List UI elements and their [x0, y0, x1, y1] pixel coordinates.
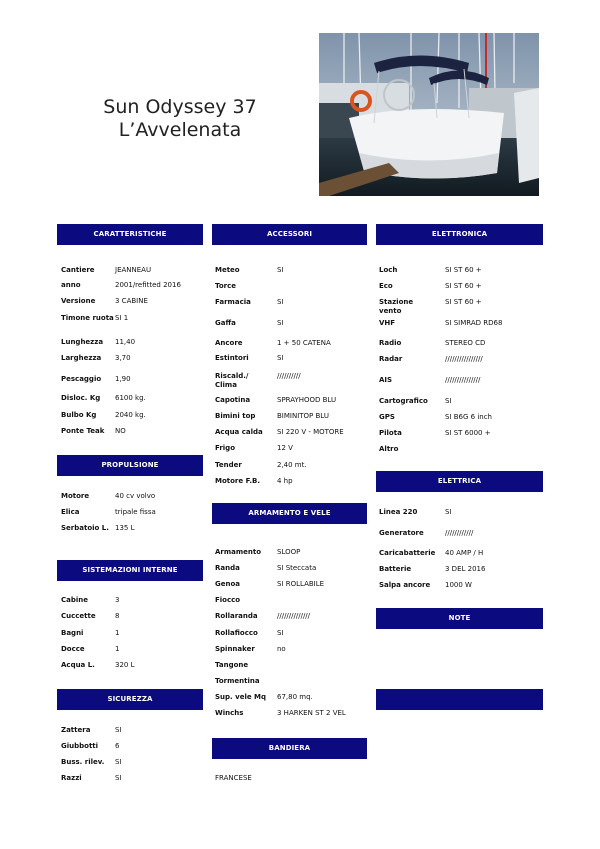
boat-model: Sun Odyssey 37 [103, 96, 257, 118]
accessori-value: BIMINITOP BLU [277, 412, 329, 420]
accessori-label: Acqua calda [215, 428, 263, 436]
propulsione-value: 40 cv volvo [115, 492, 156, 500]
caratteristiche-label: Larghezza [61, 354, 102, 362]
sicurezza-value: SI [115, 758, 122, 766]
elettronica-value: SI [445, 397, 452, 405]
elettronica-label: Cartografico [379, 397, 428, 405]
propulsione-label: Motore [61, 492, 90, 500]
boat-name: L’Avvelenata [118, 119, 242, 141]
accessori-value: 1 + 50 CATENA [277, 339, 331, 347]
accessori-value: 2,40 mt. [277, 461, 307, 469]
elettrica-value: //////////// [445, 529, 474, 537]
sistemazioni-value: 3 [115, 596, 120, 604]
caratteristiche-label: anno [61, 281, 81, 289]
accessori-value: 12 V [277, 444, 293, 452]
elettronica-value: SI SIMRAD RD68 [445, 319, 503, 327]
armamento-value: SLOOP [277, 548, 301, 556]
armamento-label: Rollafiocco [215, 629, 258, 637]
sicurezza-label: Giubbotti [61, 742, 99, 750]
armamento-value: ////////////// [277, 612, 311, 620]
propulsione-value: tripale fissa [115, 508, 156, 516]
accessori-value: SI [277, 298, 284, 306]
armamento-label: Armamento [215, 548, 262, 556]
accessori-label: Torce [215, 282, 237, 290]
elettronica-label: VHF [379, 319, 396, 327]
caratteristiche-value: SI 1 [115, 314, 129, 322]
armamento-label: Fiocco [215, 596, 241, 604]
caratteristiche-label: Timone ruota [61, 314, 114, 322]
elettronica-label: Eco [379, 282, 393, 290]
elettronica-value: SI ST 60 + [445, 282, 482, 290]
elettronica-label: Altro [379, 445, 399, 453]
elettrica-value: SI [445, 508, 452, 516]
caratteristiche-label: Versione [61, 297, 96, 305]
sicurezza-label: Zattera [61, 726, 91, 734]
sistemazioni-label: Acqua L. [61, 661, 95, 669]
elettronica-label: Stazione vento [379, 298, 414, 315]
elettrica-label: Linea 220 [379, 508, 418, 516]
armamento-value: no [277, 645, 286, 653]
accessori-label: Bimini top [215, 412, 256, 420]
caratteristiche-value: 1,90 [115, 375, 131, 383]
elettronica-value: STEREO CD [445, 339, 486, 347]
sicurezza-value: 6 [115, 742, 120, 750]
sistemazioni-label: Docce [61, 645, 85, 653]
armamento-label: Rollaranda [215, 612, 258, 620]
elettronica-label: Loch [379, 266, 398, 274]
accessori-label: Riscald./ Clima [215, 372, 249, 389]
propulsione-label: Elica [61, 508, 80, 516]
elettronica-label: Radio [379, 339, 402, 347]
sicurezza-value: SI [115, 774, 122, 782]
armamento-label: Tangone [215, 661, 249, 669]
accessori-value: 4 hp [277, 477, 293, 485]
caratteristiche-value: 11,40 [115, 338, 136, 346]
accessori-value: SI [277, 319, 284, 327]
sistemazioni-value: 1 [115, 629, 120, 637]
elettronica-label: AIS [379, 376, 393, 384]
accessori-value: SI 220 V - MOTORE [277, 428, 344, 436]
caratteristiche-header: CARATTERISTICHE [57, 224, 203, 245]
sicurezza-label: Buss. rilev. [61, 758, 105, 766]
sicurezza-value: SI [115, 726, 122, 734]
armamento-value: SI Steccata [277, 564, 317, 572]
accessori-label: Ancore [215, 339, 243, 347]
propulsione-value: 135 L [115, 524, 135, 532]
caratteristiche-label: Lunghezza [61, 338, 104, 346]
caratteristiche-value: JEANNEAU [115, 266, 152, 274]
propulsione-header: PROPULSIONE [57, 455, 203, 476]
accessori-label: Motore F.B. [215, 477, 260, 485]
sistemazioni-label: Cabine [61, 596, 89, 604]
elettronica-value: //////////////// [445, 355, 483, 363]
caratteristiche-label: Cantiere [61, 266, 95, 274]
armamento-label: Spinnaker [215, 645, 255, 653]
elettrica-value: 1000 W [445, 581, 472, 589]
sistemazioni-value: 1 [115, 645, 120, 653]
accessori-label: Estintori [215, 354, 249, 362]
propulsione-label: Serbatoio L. [61, 524, 109, 532]
elettronica-value: /////////////// [445, 376, 481, 384]
sistemazioni-label: Cuccette [61, 612, 96, 620]
boat-photo [319, 33, 539, 196]
accessori-label: Gaffa [215, 319, 236, 327]
sistemazioni-value: 320 L [115, 661, 135, 669]
elettrica-label: Salpa ancore [379, 581, 431, 589]
accessori-header: ACCESSORI [212, 224, 367, 245]
armamento-value: 3 HARKEN ST 2 VEL [277, 709, 346, 717]
elettronica-value: SI ST 6000 + [445, 429, 491, 437]
sistemazioni-value: 8 [115, 612, 120, 620]
bandiera-value: FRANCESE [215, 774, 252, 782]
sicurezza-label: Razzi [61, 774, 82, 782]
armamento-label: Randa [215, 564, 240, 572]
caratteristiche-label: Ponte Teak [61, 427, 105, 435]
boat-title [60, 96, 300, 142]
caratteristiche-label: Pescaggio [61, 375, 102, 383]
bandiera-header: BANDIERA [212, 738, 367, 759]
accessori-label: Farmacia [215, 298, 251, 306]
caratteristiche-value: 6100 kg. [115, 394, 146, 402]
elettrica-label: Generatore [379, 529, 424, 537]
armamento-label: Sup. vele Mq [215, 693, 267, 701]
accessori-label: Meteo [215, 266, 240, 274]
armamento-header: ARMAMENTO E VELE [212, 503, 367, 524]
caratteristiche-value: NO [115, 427, 126, 435]
elettrica-label: Caricabatterie [379, 549, 436, 557]
caratteristiche-value: 3 CABINE [115, 297, 148, 305]
caratteristiche-label: Bulbo Kg [61, 411, 97, 419]
sistemazioni-header: SISTEMAZIONI INTERNE [57, 560, 203, 581]
caratteristiche-label: Disloc. Kg [61, 394, 101, 402]
caratteristiche-value: 2040 kg. [115, 411, 146, 419]
elettrica-value: 3 DEL 2016 [445, 565, 486, 573]
armamento-label: Genoa [215, 580, 241, 588]
elettronica-label: Radar [379, 355, 403, 363]
accessori-label: Frigo [215, 444, 236, 452]
elettronica-value: SI ST 60 + [445, 266, 482, 274]
armamento-label: Tormentina [215, 677, 260, 685]
accessori-value: ////////// [277, 372, 301, 380]
elettronica-label: GPS [379, 413, 395, 421]
sicurezza-header: SICUREZZA [57, 689, 203, 710]
armamento-value: SI ROLLABILE [277, 580, 325, 588]
elettronica-header: ELETTRONICA [376, 224, 543, 245]
accessori-label: Tender [215, 461, 242, 469]
armamento-label: Winchs [215, 709, 244, 717]
accessori-value: SPRAYHOOD BLU [277, 396, 337, 404]
elettrica-header: ELETTRICA [376, 471, 543, 492]
elettrica-label: Batterie [379, 565, 412, 573]
accessori-value: SI [277, 354, 284, 362]
elettrica-value: 40 AMP / H [445, 549, 484, 557]
elettronica-label: Pilota [379, 429, 402, 437]
accessori-value: SI [277, 266, 284, 274]
elettronica-value: SI ST 60 + [445, 298, 482, 306]
armamento-value: SI [277, 629, 284, 637]
elettronica-value: SI B6G 6 inch [445, 413, 492, 421]
caratteristiche-value: 3,70 [115, 354, 131, 362]
accessori-label: Capotina [215, 396, 251, 404]
note-header: NOTE [376, 608, 543, 629]
caratteristiche-value: 2001/refitted 2016 [115, 281, 181, 289]
sistemazioni-label: Bagni [61, 629, 84, 637]
empty-header [376, 689, 543, 710]
armamento-value: 67,80 mq. [277, 693, 313, 701]
